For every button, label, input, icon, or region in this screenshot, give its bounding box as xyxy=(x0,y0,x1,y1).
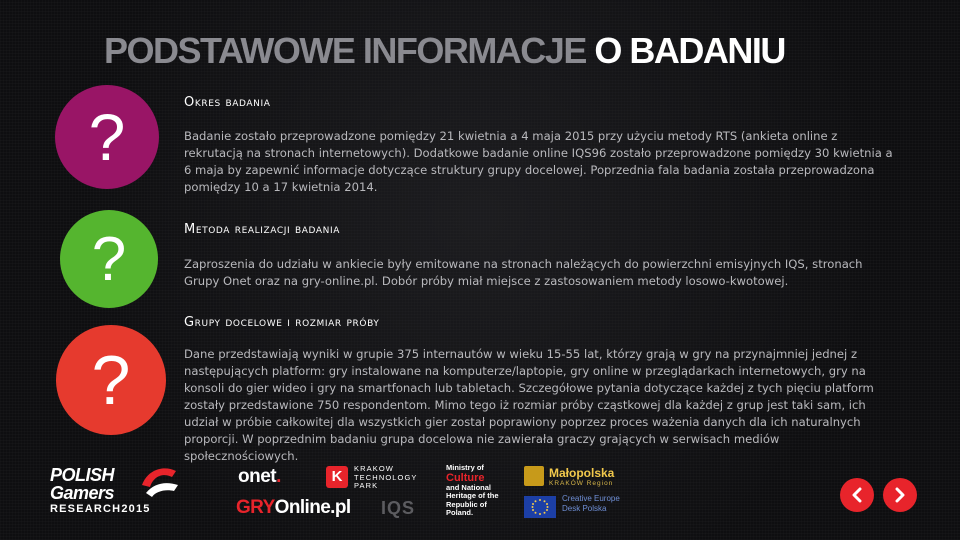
malopolska-emblem-icon xyxy=(524,466,544,486)
ktp-logo-text: KRAKOW TECHNOLOGY PARK xyxy=(354,464,418,490)
creative-europe-logo xyxy=(524,494,624,522)
mkd-line3: and National Heritage of the Republic of Poland. xyxy=(446,482,499,518)
chevron-right-icon xyxy=(893,487,907,503)
gryonline-logo-part2: Online.pl xyxy=(274,497,351,518)
pgr-swoosh-icon xyxy=(138,463,180,499)
next-slide-button[interactable] xyxy=(883,478,917,512)
section-body-period: Badanie zostało przeprowadzone pomiędzy 21 kwietnia a 4 maja 2015 przy użyciu metody RTS (ankieta online z rekrutacją na stronach internetowych). Dodatkowe badanie online IQS96 zostało przeprowadzone pomiędzy 30 kwietnia a 6 maja by zapewnić informacje dotyczące struktury grupy docelowej. Poprzednia fala badania została przeprowadzona pomiędzy 10 a 17 kwietnia 2014. xyxy=(184,129,893,194)
page-title xyxy=(104,30,785,72)
onet-logo-dot: . xyxy=(276,466,281,487)
creative-europe-text: Creative Europe Desk Polska xyxy=(562,494,620,513)
onet-logo xyxy=(238,466,281,488)
iqs-logo: IQS xyxy=(381,498,416,518)
krakow-technology-park-logo xyxy=(326,466,426,494)
section-heading-period: Okres badania xyxy=(184,95,271,110)
section-heading-target-groups: Grupy docelowe i rozmiar próby xyxy=(184,315,380,330)
onet-logo-text: onet xyxy=(238,466,277,487)
malopolska-name: Małopolska xyxy=(549,466,615,480)
question-mark-icon xyxy=(60,210,158,308)
pgr-line3: RESEARCH2015 xyxy=(50,503,151,515)
pgr-line2: Gamers xyxy=(50,483,115,503)
mkd-line1: Ministry of xyxy=(446,463,484,472)
pgr-line1: POLISH xyxy=(50,465,115,485)
mkd-line2: Culture xyxy=(446,471,485,484)
section-body-target-groups: Dane przedstawiają wyniki w grupie 375 internautów w wieku 15-55 lat, którzy grają w gry na przynajmniej jednej z następujących platform: gry instalowane na komputerze/laptopie, gry online w przeglądarkach internetowych, gry na konsoli do gier wideo i gry na smartfonach lub tabletach. Szczegółowe pytania dotyczące każdej z tych pięciu platform zostały przedstawione 750 respondentom. Mimo tego iż rozmiar próby cząstkowej dla każdej z grup jest taki sam, ich udział w próbie całkowitej dla wszystkich gier został poprawiony poprzez proces ważenia danych dla ich naturalnych proporcji. W poprzednim badaniu grupa docelowa nie zawierała graczy grających w serwisach mediów społecznościowych. xyxy=(184,347,874,463)
malopolska-sub: KRAKÓW Region xyxy=(549,480,614,487)
section-body-method: Zaproszenia do udziału w ankiecie były emitowane na stronach należących do powierzchni emisyjnych IQS, stronach Grupy Onet oraz na gry-online.pl. Dobór próby miał miejsce z zastosowaniem metody losowo-kwotowej. xyxy=(184,257,863,288)
ministry-of-culture-logo xyxy=(446,464,506,518)
eu-flag-icon xyxy=(524,496,556,518)
question-mark-glyph: ? xyxy=(91,224,127,294)
chevron-left-icon xyxy=(850,487,864,503)
section-heading-method: Metoda realizacji badania xyxy=(184,222,341,237)
gryonline-logo-part1: GRY xyxy=(236,497,275,518)
question-mark-glyph: ? xyxy=(91,341,131,419)
malopolska-logo xyxy=(524,466,624,488)
polish-gamers-research-logo xyxy=(50,463,185,523)
gryonline-logo xyxy=(236,497,351,519)
page-title-part2: O BADANIU xyxy=(594,30,785,71)
ktp-mark-icon: K xyxy=(326,466,348,488)
question-mark-glyph: ? xyxy=(88,100,126,174)
question-mark-icon xyxy=(55,85,159,189)
previous-slide-button[interactable] xyxy=(840,478,874,512)
page-title-part1: PODSTAWOWE INFORMACJE xyxy=(104,30,586,71)
question-mark-icon xyxy=(56,325,166,435)
